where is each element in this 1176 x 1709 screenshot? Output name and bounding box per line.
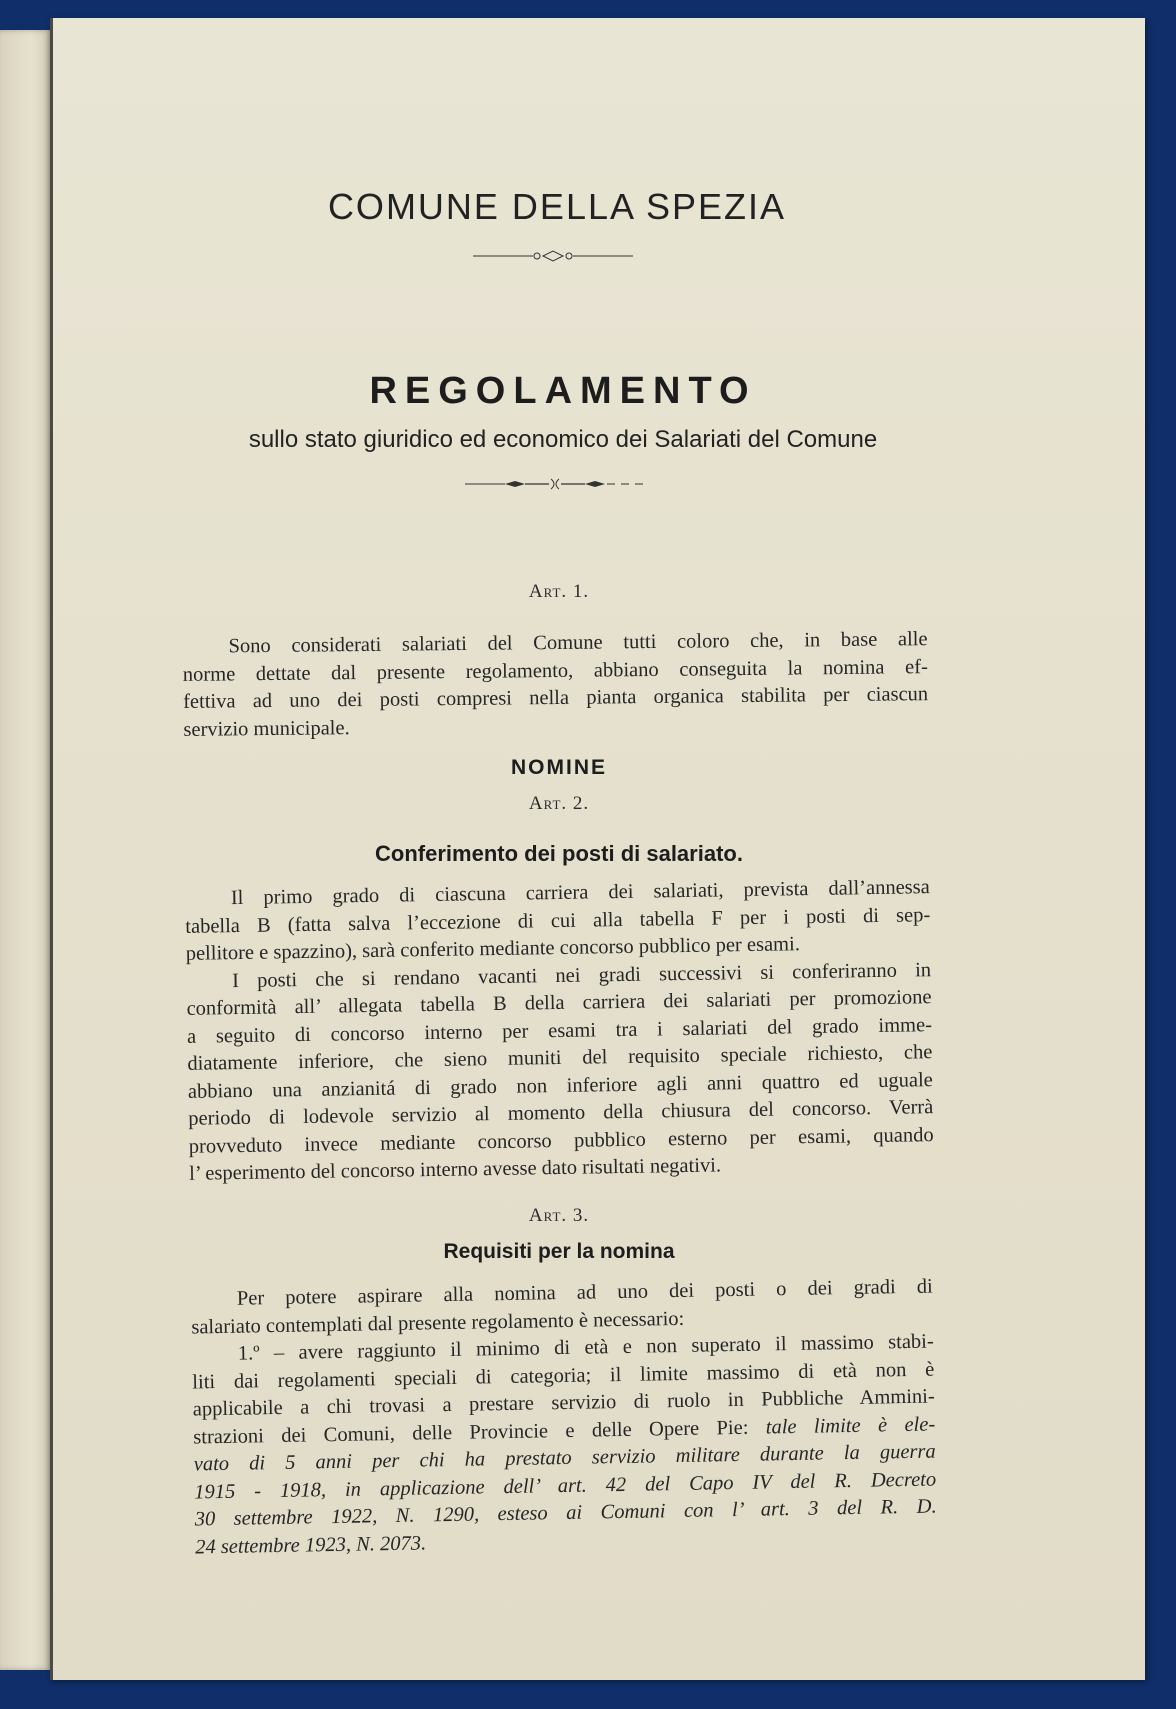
divider-ornament-icon [465,478,645,490]
text-line: salariato contemplati dal presente regolamento è necessario: [191,1307,685,1338]
document-page [50,18,1145,1680]
text-line: pellitore e spazzino), sarà conferito mediante concorso pubblico per esami. [185,933,801,965]
article-2-label-text: Art. 2. [528,793,590,814]
text-line: 1.º – avere raggiunto il minimo di età e non superato il massimo stabi- [237,1330,934,1365]
article-2-paragraph [185,874,935,1188]
article-1-paragraph [182,626,928,744]
comune-heading: COMUNE DELLA SPEZIA [327,186,787,227]
text-line-italic-tail: tale limite è ele- [765,1413,936,1438]
italic-text: 24 settembre 1923, N. 2073. [195,1531,427,1558]
article-1-label-text: Art. 1. [528,581,590,602]
flourish-ornament-icon [473,250,633,262]
article-3-label-text: Art. 3. [528,1205,590,1226]
text-line: liti dai regolamenti speciali di categoria; il limite massimo di età non è [192,1358,935,1393]
article-3-label [13,1205,1105,1227]
italic-text: 30 settembre 1922, N. 1290, esteso ai Comuni con l’ art. 3 del R. D. [194,1495,937,1531]
nomine-heading: NOMINE [511,756,607,779]
article-3-paragraph [191,1274,938,1562]
italic-text: 1915 - 1918, in applicazione dell’ art. 42 del Capo IV del R. Decreto [194,1468,937,1503]
text-line: Il primo grado di ciascuna carriera dei salariati, prevista dall’annessa [230,876,930,910]
text-line: norme dettate dal presente regolamento, abbiano conseguita la nomina ef- [182,655,928,686]
text-line: conformità all’ allegata tabella B della carriera dei salariati per promozione [186,986,932,1020]
text-line: Per potere aspirare alla nomina ad uno dei posti o dei gradi di [236,1275,933,1310]
text-line: applicabile a chi trovasi a prestare servizio di ruolo in Pubbliche Ammini- [192,1385,935,1421]
article-2-label [13,793,1105,815]
article-2-heading: Conferimento dei posti di salariato. [375,841,743,866]
article-3-heading: Requisiti per la nomina [443,1240,675,1263]
text-line: I posti che si rendano vacanti nei gradi successivi si conferiranno in [231,958,932,992]
text-line: diatamente inferiore, che sieno muniti del requisito speciale richiesto, che [187,1041,933,1075]
text-line: servizio municipale. [183,716,350,741]
italic-text: vato di 5 anni per chi ha prestato servizio militare durante la guerra [193,1440,936,1476]
text-line: a seguito di concorso interno per esami tra i salariati del grado imme- [186,1013,933,1048]
article-1-label [13,581,1105,603]
text-line: fettiva ad uno dei posti compresi nella pianta organica stabilita per ciascun [183,683,929,713]
text-line: abbiano una anzianitá di grado non inferiore agli anni quattro ed uguale [187,1068,933,1103]
text-line: l’ esperimento del concorso interno avesse dato risultati negativi. [189,1154,722,1185]
text-line: periodo di lodevole servizio al momento della chiusura del concorso. Verrà [188,1096,934,1130]
text-line-roman: strazioni dei Comuni, delle Provincie e delle Opere Pie: [193,1416,749,1448]
text-line: provveduto invece mediante concorso pubblico esterno per esami, quando [188,1123,934,1158]
text-line: Sono considerati salariati del Comune tutti coloro che, in base alle [228,628,928,658]
document-subtitle: sullo stato giuridico ed economico dei Salariati del Comune [248,426,878,453]
document-title: REGOLAMENTO [369,370,757,412]
text-line: tabella B (fatta salva l’eccezione di cui alla tabella F per i posti di sep- [185,903,931,938]
